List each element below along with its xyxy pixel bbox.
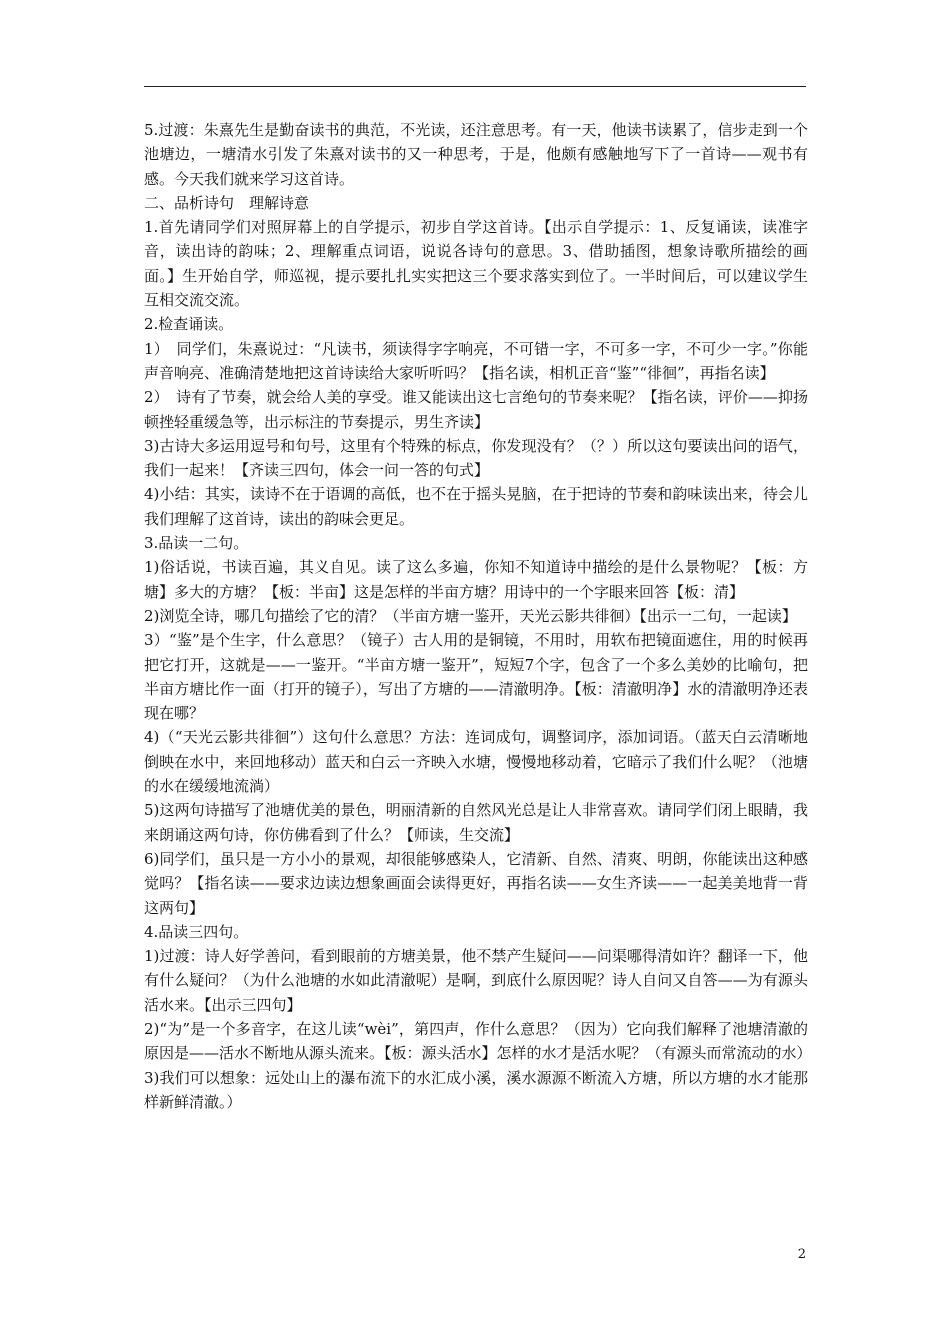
subsection-heading: 2.检查诵读。 [144, 315, 234, 334]
paragraph: 4)小结：其实，读诗不在于语调的高低，也不在于摇头晃脑，在于把诗的节奏和韵味读出来，待会儿我们理解了这首诗，读出的韵味会更足。 [144, 485, 808, 528]
paragraph: 3）“鉴”是个生字，什么意思？（镜子）古人用的是铜镜，不用时，用软布把镜面遮住，用的时候再把它打开，这就是——一鉴开。“半亩方塘一鉴开”，短短7个字，包含了一个多么美妙的比喻句，把半亩方塘比作一面（打开的镜子），写出了方塘的——清澈明净。【板：清澈明净】水的清澈明净还表现在哪？ [144, 631, 808, 723]
paragraph: 5.过渡：朱熹先生是勤奋读书的典范，不光读，还注意思考。有一天，他读书读累了，信步走到一个池塘边，一塘清水引发了朱熹对读书的又一种思考，于是，他颇有感触地写下了一首诗——观书有感。今天我们就来学习这首诗。 [144, 121, 808, 188]
section-heading: 二、品析诗句 理解诗意 [144, 193, 310, 212]
paragraph: 5)这两句诗描写了池塘优美的景色，明丽清新的自然风光总是让人非常喜欢。请同学们闭上眼睛，我来朗诵这两句诗，你仿佛看到了什么？【师读，生交流】 [144, 801, 808, 844]
paragraph: 6)同学们，虽只是一方小小的景观，却很能够感染人，它清新、自然、清爽、明朗，你能读出这种感觉吗？【指名读——要求边读边想象画面会读得更好，再指名读——女生齐读——一起美美地背一背这两句】 [144, 849, 808, 917]
header-rule [144, 86, 806, 87]
paragraph: 1） 同学们，朱熹说过：“凡读书，须读得字字响亮，不可错一字，不可多一字，不可少一字。”你能声音响亮、准确清楚地把这首诗读给大家听听吗？【指名读，相机正音“鉴”“徘徊”，再指名读】 [144, 339, 808, 382]
paragraph: 3)古诗大多运用逗号和句号，这里有个特殊的标点，你发现没有？（？）所以这句要读出问的语气，我们一起来！【齐读三四句，体会一问一答的句式】 [144, 436, 808, 480]
paragraph: 2)“为”是一个多音字，在这儿读“wèi”，第四声，作什么意思？（因为）它向我们解释了池塘清澈的原因是——活水不断地从源头流来。【板：源头活水】怎样的水才是活水呢？（有源头而常流动的水） [144, 1019, 812, 1063]
paragraph: 2） 诗有了节奏，就会给人美的享受。谁又能读出这七言绝句的节奏来呢？【指名读，评价——抑扬顿挫轻重缓急等，出示标注的节奏提示，男生齐读】 [144, 388, 808, 431]
paragraph: 1)过渡：诗人好学善问，看到眼前的方塘美景，他不禁产生疑问——问渠哪得清如许？翻译一下，他有什么疑问？（为什么池塘的水如此清澈呢）是啊，到底什么原因呢？诗人自问又自答——为有源头活水来。【出示三四句】 [144, 947, 808, 1014]
paragraph: 2)浏览全诗，哪几句描绘了它的清？（半亩方塘一鉴开，天光云影共徘徊）【出示一二句，一起读】 [144, 606, 797, 625]
paragraph: 1.首先请同学们对照屏幕上的自学提示，初步自学这首诗。【出示自学提示：1、反复诵读，读准字音，读出诗的韵味；2、理解重点词语，说说各诗句的意思。3、借助插图，想象诗歌所描绘的画面。】生开始自学，师巡视，提示要扎扎实实把这三个要求落实到位了。一半时间后，可以建议学生互相交流交流。 [144, 218, 808, 310]
subsection-heading: 4.品读三四句。 [144, 922, 249, 941]
subsection-heading: 3.品读一二句。 [144, 534, 249, 553]
document-body [144, 118, 812, 1114]
paragraph: 3)我们可以想象：远处山上的瀑布流下的水汇成小溪，溪水源源不断流入方塘，所以方塘的水才能那样新鲜清澈。） [144, 1068, 808, 1111]
paragraph: 4)（“天光云影共徘徊”）这句什么意思？方法：连词成句，调整词序，添加词语。（蓝天白云清晰地倒映在水中，来回地移动）蓝天和白云一齐映入水塘，慢慢地移动着，它暗示了我们什么呢？（池塘的水在缓缓地流淌） [144, 728, 808, 796]
paragraph: 1)俗话说，书读百遍，其义自见。读了这么多遍，你知不知道诗中描绘的是什么景物呢？【板：方塘】多大的方塘？【板：半亩】这是怎样的半亩方塘？用诗中的一个字眼来回答【板：清】 [144, 558, 808, 601]
page-number: 2 [797, 1247, 806, 1262]
